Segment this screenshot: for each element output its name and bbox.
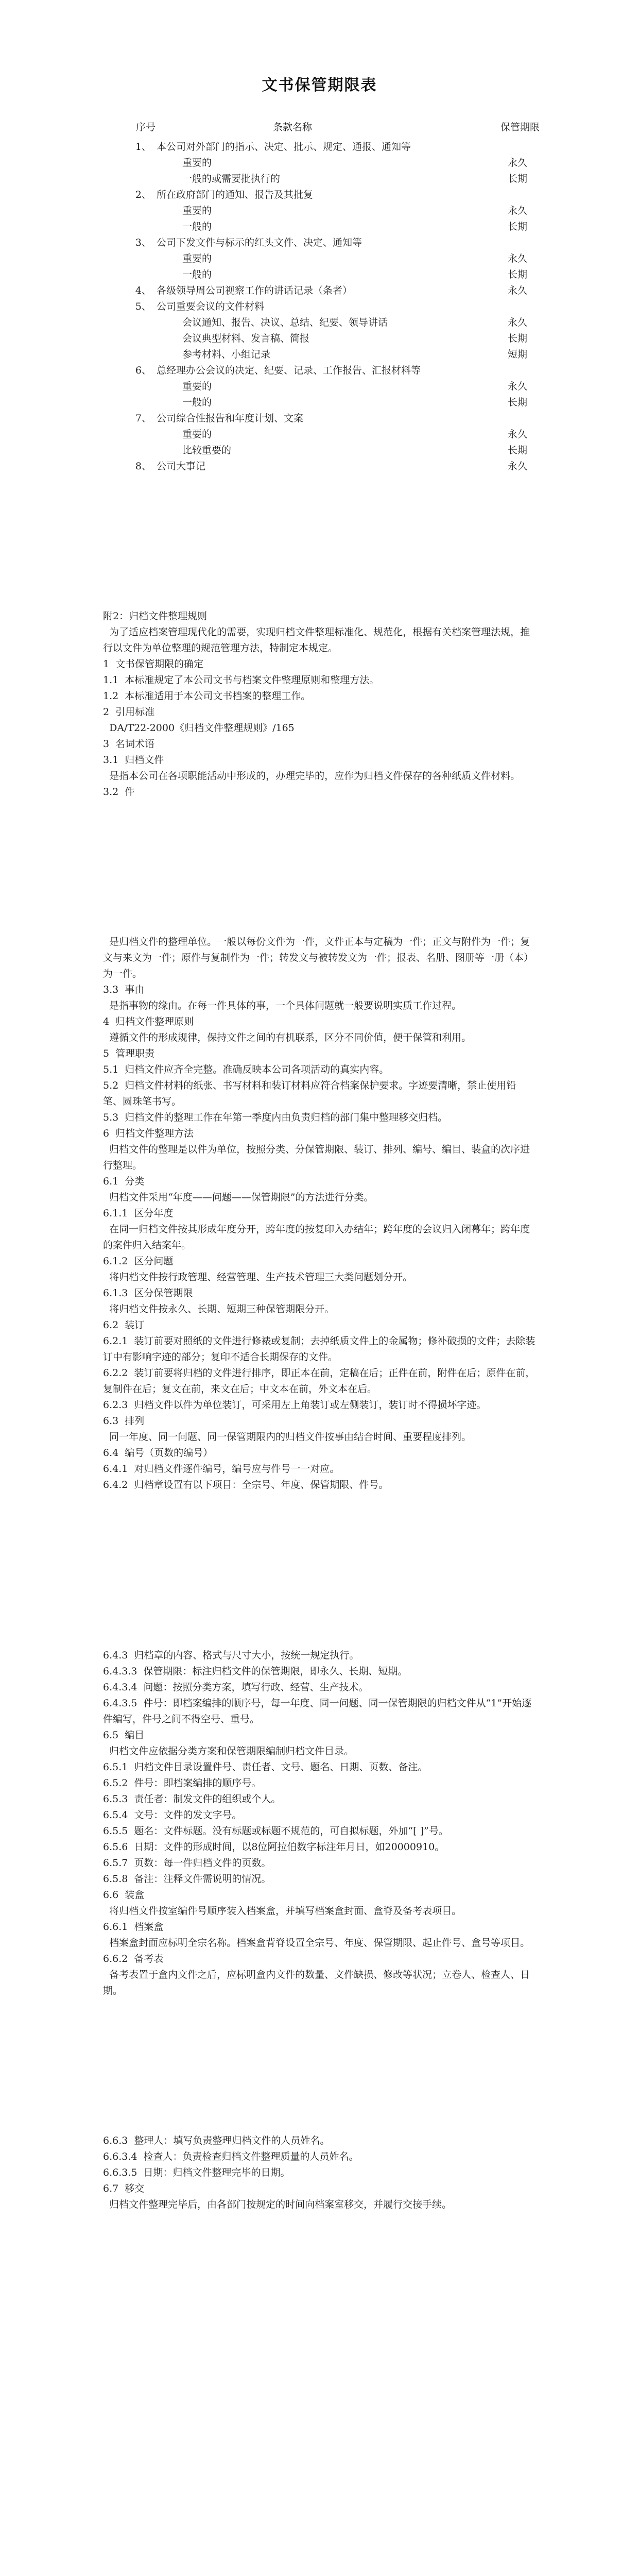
table-row <box>129 315 556 331</box>
body-paragraph: 6.4.3 归档章的内容、格式与尺寸大小，按统一规定执行。 <box>103 1650 359 1661</box>
row-item-text: 公司下发文件与标示的红头文件、决定、通知等 <box>157 237 362 248</box>
body-paragraph: 6.4.1 对归档文件逐件编号，编号应与件号一一对应。 <box>103 1463 340 1475</box>
body-paragraph: 6.7 移交 <box>103 2183 145 2194</box>
body-paragraph: 6.2.2 装订前要将归档的文件进行排序，即正本在前，定稿在后；正件在前，附件在后；原件在前，复制件在后；复文在前，来文在后；中文本在前，外文本在后。 <box>103 1367 536 1395</box>
row-number: 5、 <box>135 301 151 312</box>
body-paragraph: 4 归档文件整理原则 <box>103 1016 194 1027</box>
table-row <box>129 171 556 187</box>
body-paragraph: 备考表置于盒内文件之后，应标明盒内文件的数量、文件缺损、修改等状况；立卷人、检查人、日期。 <box>103 1969 530 1996</box>
row-item-text: 重要的 <box>182 205 212 216</box>
row-retention-period: 永久 <box>508 381 528 392</box>
body-paragraph: 6.4 编号（页数的编号） <box>103 1447 213 1459</box>
body-paragraph: 6.5.1 归档文件目录设置件号、责任者、文号、题名、日期、页数、备注。 <box>103 1761 428 1773</box>
body-paragraph: 1.2 本标准适用于本公司文书档案的整理工作。 <box>103 690 311 702</box>
body-paragraph: 6.5.8 备注：注释文件需说明的情况。 <box>103 1873 271 1885</box>
body-paragraph: 6.5.4 文号：文件的发文字号。 <box>103 1809 242 1821</box>
body-paragraph: 1.1 本标准规定了本公司文书与档案文件整理原则和整理方法。 <box>103 674 379 686</box>
row-retention-period: 永久 <box>508 429 528 440</box>
body-paragraph: 6.4.3.5 件号：即档案编排的顺序号，每一年度、同一问题、同一保管期限的归档文件从“1”开始逐件编写，件号之间不得空号、重号。 <box>103 1698 532 1725</box>
table-row <box>129 283 556 299</box>
table-row <box>129 155 556 171</box>
body-paragraph: 6.6.2 备考表 <box>103 1953 164 1964</box>
row-retention-period: 长期 <box>508 269 528 280</box>
body-paragraph: 是指本公司在各项职能活动中形成的，办理完毕的，应作为归档文件保存的各种纸质文件材料。 <box>103 770 521 782</box>
body-paragraph: 6.4.3.3 保管期限：标注归档文件的保管期限，即永久、长期、短期。 <box>103 1666 408 1677</box>
header-item-name: 条款名称 <box>273 122 313 133</box>
row-item-text: 所在政府部门的通知、报告及其批复 <box>157 189 314 200</box>
body-paragraph: 5 管理职责 <box>103 1048 155 1059</box>
body-paragraph: 为了适应档案管理现代化的需要，实现归档文件整理标准化、规范化，根据有关档案管理法规，推行以文件为单位整理的规范管理方法，特制定本规定。 <box>103 626 530 654</box>
body-paragraph: 3 名词术语 <box>103 738 155 750</box>
row-item-text: 本公司对外部门的指示、决定、批示、规定、通报、通知等 <box>157 141 411 152</box>
document-body <box>103 592 536 2213</box>
body-paragraph: 6.6.3 整理人：填写负责整理归档文件的人员姓名。 <box>103 2135 330 2146</box>
body-paragraph: 6.6.3.4 检查人：负责检查归档文件整理质量的人员姓名。 <box>103 2151 359 2162</box>
body-paragraph: 6.5.3 责任者：制发文件的组织或个人。 <box>103 1793 281 1805</box>
table-row <box>129 203 556 219</box>
row-item-text: 重要的 <box>182 429 212 440</box>
body-paragraph: DA/T22-2000《归档文件整理规则》/165 <box>103 722 295 734</box>
row-number: 3、 <box>135 237 151 248</box>
row-retention-period: 永久 <box>508 253 528 264</box>
row-item-text: 重要的 <box>182 381 212 392</box>
body-paragraph: 将归档文件按永久、长期、短期三种保管期限分开。 <box>103 1303 335 1315</box>
body-paragraph: 6.1.2 区分问题 <box>103 1256 174 1267</box>
document-title: 文书保管期限表 <box>262 76 377 94</box>
body-paragraph: 3.3 事由 <box>103 984 145 995</box>
body-paragraph: 是指事物的缘由。在每一件具体的事，一个具体问题就一般要说明实质工作过程。 <box>103 1000 462 1011</box>
row-number: 6、 <box>135 365 151 376</box>
body-paragraph: 归档文件应依据分类方案和保管期限编制归档文件目录。 <box>103 1745 354 1757</box>
row-item-text: 重要的 <box>182 253 212 264</box>
row-item-text: 公司重要会议的文件材料 <box>157 301 265 312</box>
row-item-text: 会议典型材料、发言稿、简报 <box>182 333 310 344</box>
body-paragraph: 同一年度、同一问题、同一保管期限内的归档文件按事由结合时间、重要程度排列。 <box>103 1431 472 1443</box>
body-paragraph: 2 引用标准 <box>103 706 155 718</box>
row-item-text: 重要的 <box>182 157 212 168</box>
body-paragraph: 6.4.2 归档章设置有以下项目：全宗号、年度、保管期限、件号。 <box>103 1479 389 1490</box>
table-row <box>129 411 556 427</box>
row-retention-period: 长期 <box>508 397 528 408</box>
body-paragraph: 6.5.2 件号：即档案编排的顺序号。 <box>103 1777 262 1789</box>
row-retention-period: 短期 <box>508 349 528 360</box>
body-paragraph: 是归档文件的整理单位。一般以每份文件为一件，文件正本与定稿为一件；正文与附件为一件；复文与来文为一件；原件与复制件为一件；转发文与被转发文为一件；报表、名册、图册等一册（本）为一件。 <box>103 936 534 979</box>
body-paragraph: 归档文件整理完毕后，由各部门按规定的时间向档案室移交，并履行交接手续。 <box>103 2199 452 2210</box>
table-row <box>129 331 556 347</box>
body-paragraph: 6.6 装盒 <box>103 1889 145 1901</box>
table-row <box>129 299 556 315</box>
body-paragraph: 6.5.7 页数：每一件归档文件的页数。 <box>103 1857 271 1869</box>
row-number: 8、 <box>135 461 151 472</box>
header-retention-period: 保管期限 <box>500 122 540 133</box>
row-item-text: 各级领导周公司视察工作的讲话记录（条者） <box>157 285 353 296</box>
row-retention-period: 长期 <box>508 445 528 456</box>
table-row <box>129 347 556 363</box>
body-paragraph: 将归档文件按行政管理、经营管理、生产技术管理三大类问题划分开。 <box>103 1272 413 1283</box>
row-retention-period: 永久 <box>508 205 528 216</box>
body-paragraph: 3.2 件 <box>103 786 135 798</box>
body-paragraph: 6.6.3.5 日期：归档文件整理完毕的日期。 <box>103 2167 290 2178</box>
row-item-text: 一般的或需要批执行的 <box>182 173 281 184</box>
body-paragraph: 6 归档文件整理方法 <box>103 1128 194 1139</box>
body-paragraph: 档案盒封面应标明全宗名称。档案盒背脊设置全宗号、年度、保管期限、起止件号、盒号等项目。 <box>103 1937 530 1948</box>
table-row <box>129 251 556 267</box>
row-retention-period: 永久 <box>508 461 528 472</box>
row-number: 1、 <box>135 141 151 152</box>
body-paragraph: 6.5.6 日期：文件的形成时间，以8位阿拉伯数字标注年月日，如20000910。 <box>103 1841 445 1853</box>
body-paragraph: 6.3 排列 <box>103 1415 145 1427</box>
body-paragraph: 6.4.3.4 问题：按照分类方案，填写行政、经营、生产技术。 <box>103 1682 369 1693</box>
body-paragraph: 6.2.1 装订前要对照纸的文件进行修裱或复制；去掉纸质文件上的金属物；修补破损的文件；去除装订中有影响字迹的部分；复印不适合长期保存的文件。 <box>103 1335 536 1363</box>
table-row <box>129 139 556 155</box>
table-row <box>129 267 556 283</box>
row-retention-period: 永久 <box>508 317 528 328</box>
body-paragraph: 3.1 归档文件 <box>103 754 164 766</box>
row-item-text: 一般的 <box>182 269 212 280</box>
body-paragraph: 6.1.3 区分保管期限 <box>103 1287 193 1299</box>
row-retention-period: 长期 <box>508 173 528 184</box>
table-row <box>129 443 556 459</box>
row-item-text: 总经理办公会议的决定、纪要、记录、工作报告、汇报材料等 <box>157 365 421 376</box>
body-paragraph: 归档文件的整理是以件为单位，按照分类、分保管期限、装订、排列、编号、编目、装盒的次序进行整理。 <box>103 1144 530 1171</box>
row-retention-period: 永久 <box>508 157 528 168</box>
body-paragraph: 6.5.5 题名：文件标题。没有标题或标题不规范的，可自拟标题，外加“[ ]”号。 <box>103 1825 448 1837</box>
row-number: 4、 <box>135 285 151 296</box>
body-paragraph: 6.2.3 归档文件以件为单位装订，可采用左上角装订或左侧装订，装订时不得损坏字迹。 <box>103 1399 487 1411</box>
retention-table-header <box>129 120 551 134</box>
row-item-text: 参考材料、小组记录 <box>182 349 271 360</box>
body-paragraph: 6.5 编目 <box>103 1730 145 1741</box>
table-row <box>129 219 556 235</box>
table-row <box>129 395 556 411</box>
body-paragraph: 5.2 归档文件材料的纸张、书写材料和装订材料应符合档案保护要求。字迹要清晰，禁止使用铅笔、圆珠笔书写。 <box>103 1080 516 1107</box>
row-number: 2、 <box>135 189 151 200</box>
row-item-text: 公司综合性报告和年度计划、文案 <box>157 413 304 424</box>
body-paragraph: 将归档文件按室编件号顺序装入档案盒，并填写档案盒封面、盒脊及备考表项目。 <box>103 1905 462 1917</box>
body-paragraph: 6.2 装订 <box>103 1319 145 1331</box>
table-row <box>129 363 556 379</box>
table-row <box>129 459 556 474</box>
row-item-text: 公司大事记 <box>157 461 206 472</box>
table-row <box>129 187 556 203</box>
body-paragraph: 6.1.1 区分年度 <box>103 1208 174 1219</box>
row-retention-period: 长期 <box>508 221 528 232</box>
row-retention-period: 永久 <box>508 285 528 296</box>
table-row <box>129 235 556 251</box>
body-paragraph: 在同一归档文件按其形成年度分开，跨年度的按复印入办结年；跨年度的会议归入闭幕年；跨年度的案件归入结案年。 <box>103 1224 530 1251</box>
body-paragraph: 遵循文件的形成规律，保持文件之间的有机联系，区分不同价值，便于保管和利用。 <box>103 1032 472 1043</box>
row-item-text: 一般的 <box>182 221 212 232</box>
body-paragraph: 6.6.1 档案盒 <box>103 1921 164 1933</box>
body-paragraph: 归档文件采用“年度——问题——保管期限”的方法进行分类。 <box>103 1192 374 1203</box>
body-paragraph: 附2：归档文件整理规则 <box>103 611 208 622</box>
table-row <box>129 427 556 443</box>
body-paragraph: 6.1 分类 <box>103 1176 145 1187</box>
body-paragraph: 5.1 归档文件应齐全完整。准确反映本公司各项活动的真实内容。 <box>103 1064 389 1075</box>
row-item-text: 会议通知、报告、决议、总结、纪要、领导讲话 <box>182 317 388 328</box>
table-row <box>129 379 556 395</box>
body-paragraph: 1 文书保管期限的确定 <box>103 658 204 670</box>
retention-table <box>129 139 556 474</box>
header-serial: 序号 <box>136 122 156 133</box>
row-item-text: 一般的 <box>182 397 212 408</box>
body-paragraph: 5.3 归档文件的整理工作在年第一季度内由负责归档的部门集中整理移交归档。 <box>103 1112 448 1123</box>
row-retention-period: 长期 <box>508 333 528 344</box>
row-item-text: 比较重要的 <box>182 445 232 456</box>
row-number: 7、 <box>135 413 151 424</box>
